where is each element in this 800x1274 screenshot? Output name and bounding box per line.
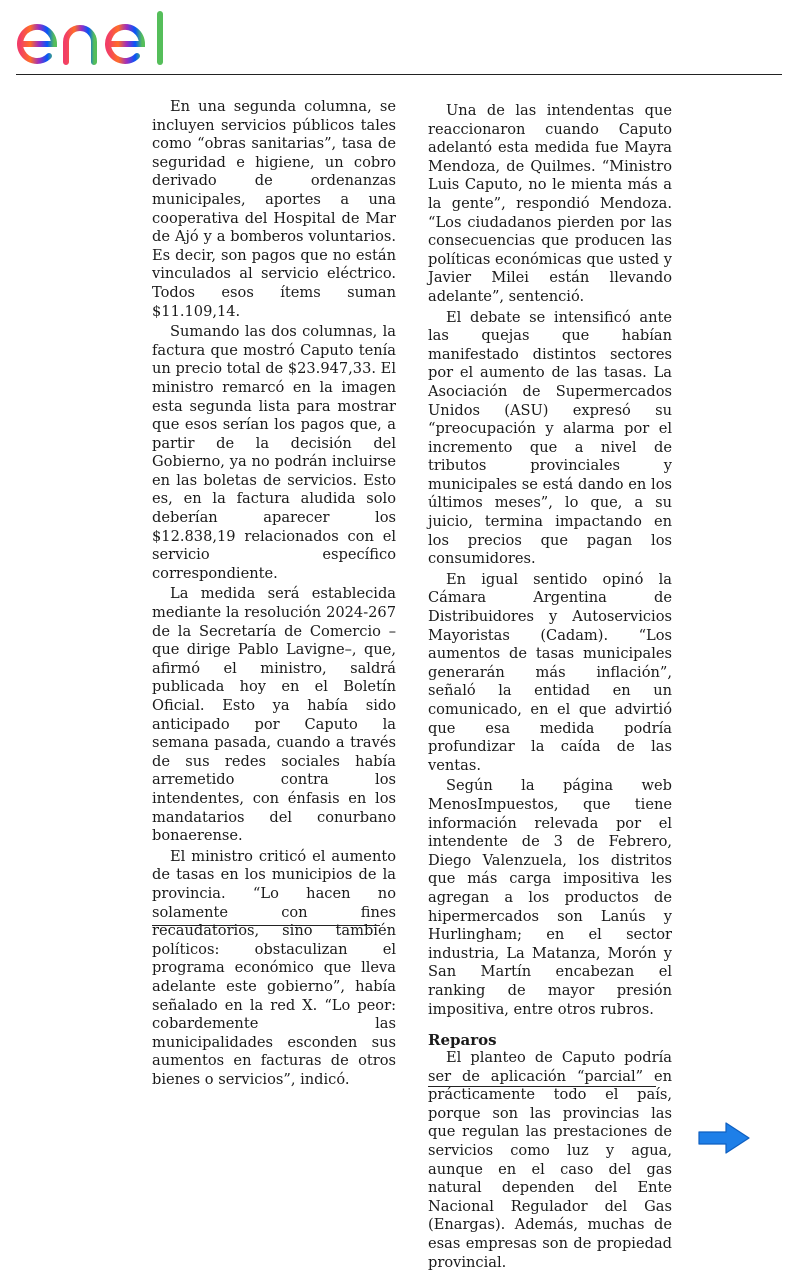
paragraph: El debate se intensificó ante las quejas que habían manifestado distintos sectores por el aumento de las tasas. La Asociación de Supermercados Unidos (ASU) expresó su “preocupación y alarma por el incremento que a nivel de tributos provinciales y municipales se está dando en los últimos meses”, lo que, a su juicio, termina impactando en los precios que pagan los consumidores. [428, 308, 672, 568]
header-rule [16, 74, 782, 75]
column-end-rule [152, 925, 380, 926]
paragraph: El planteo de Caputo podría ser de aplicación “parcial” en prácticamente todo el país, porque son las provincias las que regulan las prestaciones de servicios como luz y agua, aunque en el caso del gas natural dependen del Ente Nacional Regulador del Gas (Enargas). Además, muchas de esas empresas son de propiedad provincial. [428, 1049, 672, 1271]
paragraph: El ministro criticó el aumento de tasas en los municipios de la provincia. “Lo hacen no solamente con fines recaudatorios, sino también políticos: obstaculizan el programa económico que lleva adelante este gobierno”, había señalado en la red X. “Lo peor: cobardemente las municipalidades esconden sus aumentos en facturas de otros bienes o servicios”, indicó. [152, 847, 396, 1088]
paragraph: Una de las intendentas que reaccionaron cuando Caputo adelantó esta medida fue Mayra Mendoza, de Quilmes. “Ministro Luis Caputo, no le mienta más a la gente”, respondió Mendoza. “Los ciudadanos pierden por las consecuencias que producen las políticas económicas que usted y Javier Milei están llevando adelante”, sentenció. [428, 102, 672, 305]
paragraph: En una segunda columna, se incluyen servicios públicos tales como “obras sanitarias”, tasa de seguridad e higiene, un cobro derivado de ordenanzas municipales, aportes a una cooperativa del Hospital de Mar de Ajó y a bomberos voluntarios. Es decir, son pagos que no están vinculados al servicio eléctrico. Todos esos ítems suman $11.109,14. [152, 98, 396, 320]
enel-logo [14, 6, 184, 70]
article-right-column [428, 102, 672, 1274]
paragraph: La medida será establecida mediante la resolución 2024-267 de la Secretaría de Comercio –que dirige Pablo Lavigne–, que, afirmó el ministro, saldrá publicada hoy en el Boletín Oficial. Esto ya había sido anticipado por Caputo la semana pasada, cuando a través de sus redes sociales había arremetido contra los intendentes, con énfasis en los mandatarios del conurbano bonaerense. [152, 585, 396, 845]
section-subheading: Reparos [428, 1031, 497, 1050]
paragraph: Según la página web MenosImpuestos, que tiene información relevada por el intendente de 3 de Febrero, Diego Valenzuela, los distritos que más carga impositiva les agregan a los productos de hipermercados son Lanús y Hurlingham; en el sector industria, La Matanza, Morón y San Martín encabezan el ranking de mayor presión impositiva, entre otros rubros. [428, 777, 672, 1018]
paragraph: En igual sentido opinó la Cámara Argentina de Distribuidores y Autoservicios Mayoristas (Cadam). “Los aumentos de tasas municipales generarán más inflación”, señaló la entidad en un comunicado, en el que advirtió que esa medida podría profundizar la caída de las ventas. [428, 570, 672, 774]
arrow-right-icon[interactable] [696, 1120, 752, 1156]
article-left-column [152, 98, 396, 1091]
column-end-rule [428, 1086, 656, 1087]
paragraph: Sumando las dos columnas, la factura que mostró Caputo tenía un precio total de $23.947,33. El ministro remarcó en la imagen esta segunda lista para mostrar que esos serían los pagos que, a partir de la decisión del Gobierno, ya no podrán incluirse en las boletas de servicios. Esto es, en la factura aludida solo deberían aparecer los $12.838,19 relacionados con el servicio específico correspondiente. [152, 323, 396, 582]
